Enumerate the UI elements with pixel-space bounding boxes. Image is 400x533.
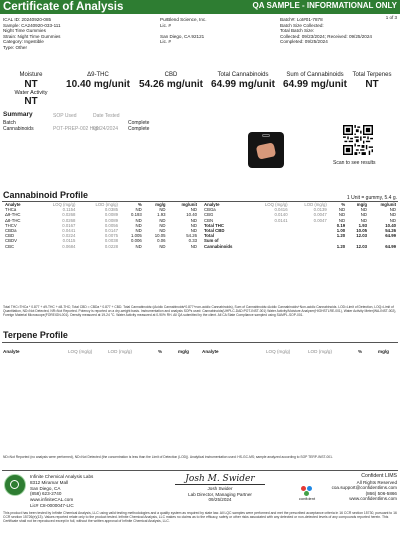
category: Category: Ingestible (3, 39, 44, 45)
table-cell: ND (190, 243, 197, 249)
table-cell: 10.05 (356, 228, 368, 234)
table-cell: ND (159, 243, 166, 249)
table-cell: 64.99 (385, 233, 396, 239)
ical-id: ICAL ID: 20240920-085 (3, 17, 52, 22)
client-license: Lic. # (160, 22, 171, 28)
table-cell: ND (135, 207, 142, 213)
qr-code-icon[interactable] (343, 125, 373, 155)
signature-block (160, 474, 280, 503)
lab-city: San Diego, CA (30, 485, 61, 491)
client-license-2: Lic. # (160, 39, 171, 45)
table-cell: CBN (204, 217, 214, 223)
table-cell: 64.99 (385, 243, 396, 249)
lab-website[interactable]: www.infiniteCAL.com (30, 497, 74, 503)
batch-info (280, 17, 372, 45)
table-cell: 0.0224 (62, 233, 76, 239)
signer-name: Josh Swider (207, 486, 233, 491)
table-cell: ND (190, 207, 197, 213)
table-cell: 1.20 (336, 243, 346, 249)
confident-logo-icon: confident (296, 486, 318, 501)
table-cell: 0.0441 (62, 228, 76, 234)
table-cell: 0.0038 (104, 238, 118, 244)
table-cell: 0.0075 (104, 233, 118, 239)
table-cell: 0.0228 (104, 243, 118, 249)
terpene-footnote: ND=Not Reported (no analysis were performed), ND=Not Detected (the concentration is less than the Limit of Detection (LOD)). Analytical instrumentation used: HS-GC-MS; sample analyzed according to SOP TERP-INST-001. (3, 455, 333, 459)
table-cell: 0.0115 (62, 238, 76, 244)
metric-moisture: Moisture NT Water Activity NT (14, 72, 48, 107)
table-cell: 0.0139 (313, 207, 327, 213)
confident-phone: (866) 506-5866 (365, 490, 397, 496)
page-number: 1 of 3 (385, 15, 397, 20)
table-cell: ND (159, 217, 166, 223)
qa-label: QA SAMPLE - INFORMATIONAL ONLY (252, 1, 397, 10)
lab-phone: (858) 623-2740 (30, 491, 62, 497)
unit-note: 1 Unit = gummy, 5.4 g. (346, 195, 397, 201)
table-cell: THCa (5, 207, 17, 213)
table-cell: 10.40 (186, 212, 197, 218)
table-cell: 0.0089 (104, 217, 118, 223)
table-row (202, 244, 398, 249)
metric-total-cannabinoids: Total Cannabinoids 64.99 mg/unit (211, 72, 275, 90)
metric-cbd: CBD 54.26 mg/unit (139, 72, 203, 90)
table-cell: ND (159, 228, 166, 234)
table-cell: ND (389, 212, 396, 218)
table-cell: 0.0047 (313, 217, 327, 223)
table-cell: ND (190, 228, 197, 234)
table-cell: 0.19 (336, 222, 346, 228)
table-cell: 0.06 (157, 238, 166, 244)
lab-seal-icon (4, 474, 26, 496)
terpene-profile-title: Terpene Profile (3, 330, 68, 340)
disclaimer: This product has been tested by Infinite Chemical Analysis, LLC using valid testing methodologies and a quality system as required by state law. All LQC samples were performed and met the prescribed acceptance criteria in 16 CCR section 15730, pursuant to 16 CCR section 15726(e)(13). Values reported relate only to the product tested. Infinite Chemical Analysis, LLC makes no claims as to the efficacy, safety or other risks associated with any detected or non-detected levels of any compounds reported herein. This Certificate shall not be reproduced except in full, without the written approval of Infinite Chemical Analysis, LLC. (3, 511, 397, 524)
table-cell: CBDV (5, 238, 17, 244)
table-cell: CBGa (204, 207, 216, 213)
table-cell: CBC (5, 243, 15, 249)
table-cell: ND (190, 217, 197, 223)
table-cell: 0.0089 (104, 212, 118, 218)
table-header: Analyte LOQ (mg/g) LOD (mg/g) % mg/g mg/unit (5, 202, 197, 207)
table-cell: 54.26 (385, 228, 396, 234)
confident-website[interactable]: www.confidentlims.com (349, 496, 397, 502)
table-cell: ND (135, 228, 142, 234)
table-cell: 0.0268 (62, 212, 76, 218)
table-header: Analyte LOQ (mg/g) LOD (mg/g) % mg/g mg/unit (204, 202, 396, 207)
table-cell: 0.0047 (313, 212, 327, 218)
key-metrics (0, 72, 400, 116)
header-bar (0, 0, 400, 14)
strain: Strain: Night Time Gummies (3, 33, 61, 39)
table-cell: Sum of (204, 238, 219, 244)
summary-cannabinoids-status: Complete (128, 126, 150, 132)
table-cell (290, 244, 329, 249)
sample-id: Sample: CA240920-033-111 (3, 22, 61, 28)
table-cell: ND (135, 217, 142, 223)
lab-info (30, 474, 93, 509)
metric-d9-thc: Δ9-THC 10.40 mg/unit (66, 72, 130, 90)
table-cell: 0.0056 (104, 222, 118, 228)
summary-section (3, 113, 243, 132)
table-cell: 1.20 (336, 233, 346, 239)
divider (2, 342, 398, 343)
table-cell: ND (159, 207, 166, 213)
lab-address: 8312 Miramar Mall (30, 479, 69, 485)
divider (2, 470, 398, 471)
table-cell: ND (190, 222, 197, 228)
table-cell: 0.193 (131, 212, 142, 218)
confident-name: Confident LIMS (361, 473, 397, 479)
metric-sum-cannabinoids: Sum of Cannabinoids 64.99 mg/unit (283, 72, 347, 90)
table-cell: Total THC (204, 222, 224, 228)
lab-license: Lic# C8-0000047-LIC (30, 502, 74, 508)
confident-rights: All Rights Reserved (356, 479, 397, 485)
collected-date: Collected: 09/23/2024; Received: 09/25/2024 (280, 33, 372, 39)
summary-col-sop: SOP Used (53, 113, 77, 119)
confident-email[interactable]: coa.support@confidentlims.com (331, 485, 397, 491)
table-cell: 10.05 (154, 233, 166, 239)
table-cell: ND (389, 217, 396, 223)
client-city: San Diego, CA 92121 (160, 33, 205, 39)
table-cell: 0.0385 (104, 207, 118, 213)
table-cell: 0.0268 (62, 217, 76, 223)
table-cell: 10.40 (385, 222, 396, 228)
table-cell: 54.26 (186, 233, 197, 239)
confident-lims-info (332, 474, 397, 502)
table-cell: 0.0147 (104, 228, 118, 234)
table-cell: 12.03 (356, 233, 368, 239)
summary-cannabinoids-date: 09/24/2024 (93, 126, 119, 132)
table-cell: 1.93 (157, 212, 166, 218)
table-cell: THCV (5, 222, 17, 228)
batch-number: Batch#: Lot#01-7878 (280, 17, 323, 22)
signer-title: Lab Director, Managing Partner (188, 491, 252, 497)
table-cell: 0.006 (131, 238, 142, 244)
table-cell: Cannabinoids (204, 243, 233, 249)
table-row (3, 244, 199, 249)
completed-date: Completed: 09/25/2024 (280, 39, 328, 45)
type: Type: Other (3, 44, 28, 50)
table-cell: 0.0141 (274, 217, 288, 223)
summary-batch-label: Batch (3, 120, 16, 126)
table-cell: Δ9-THC (5, 212, 21, 218)
summary-col-date: Date Tested (93, 113, 120, 119)
metric-total-terpenes: Total Terpenes NT (352, 72, 392, 90)
table-cell: ND (338, 207, 346, 213)
total-batch-size: Total Batch Size: (280, 28, 315, 34)
batch-size-collected: Batch Size Collected: (280, 22, 324, 28)
table-cell: ND (135, 243, 142, 249)
document-title: Certificate of Analysis (3, 1, 124, 13)
gummy-image (256, 142, 277, 159)
table-cell: ND (338, 217, 346, 223)
table-cell: 0.33 (188, 238, 197, 244)
product-photo (248, 132, 284, 168)
table-cell (250, 244, 290, 249)
qr-label: Scan to see results (333, 160, 376, 166)
table-cell: 0.0167 (62, 222, 76, 228)
cannabinoid-footnote: Total THC=THCa * 0.877 + d9-THC + d8-THC; Total CBD = CBDa * 0.877 + CBD. Total Cannabinoids=(Acidic Cannabinoids*0.877+non-acidic Cannabinoids), Sum of Cannabinoids=Acidic Cannabinoids+Non-acidic Cannabinoids. LOD=Limit of Detection, LOQ=Limit of Quantitation, ND=Not Detected, NR=Not Reported. Potency is reported on a dry-weight basis. Instrumentation and analysis SOPs used: Cannabinoids(UHPLC-DAD:POT-INST-001) Water Activity/Moisture Analyzer(HIGHSTLRE-001), Water Activity Meter(WA-INST-002), Foreign Material Microscope(FOREIGN-001). Density measured at 19-24 °C. Water Activity measured at 0-90% RH. All QA submitted by the client. All CA State Compliance sampled using SAMPL-SOP-001. (3, 305, 397, 318)
table-cell: CBD (5, 233, 15, 239)
table-cell: ND (360, 207, 368, 213)
product-name: Night Time Gummies (3, 28, 46, 34)
client-info (160, 17, 206, 45)
table-cell: 1.93 (358, 222, 368, 228)
table-cell: 0.1154 (62, 207, 76, 213)
cannabinoid-table-left (3, 202, 199, 249)
table-cell: Total CBD (204, 228, 225, 234)
table-cell: ND (135, 222, 142, 228)
client-company: PurBlend Science, Inc. (160, 17, 207, 22)
table-cell: ND (360, 212, 368, 218)
table-cell: Δ8-THC (5, 217, 21, 223)
table-cell: 1.00 (336, 228, 346, 234)
sample-info (3, 17, 61, 51)
signer-date: 09/25/2024 (208, 497, 232, 503)
table-cell: 0.0140 (274, 212, 288, 218)
lab-name: Infinite Chemical Analysis Labs (30, 474, 94, 479)
table-cell: 1.005 (131, 233, 142, 239)
cannabinoid-table-right (202, 202, 398, 249)
table-cell: ND (338, 212, 346, 218)
table-cell: CBDa (5, 228, 17, 234)
table-cell: 0.0684 (62, 243, 76, 249)
summary-cannabinoids-sop: POT-PREP-002 High (53, 126, 100, 132)
table-cell: CBG (204, 212, 214, 218)
summary-batch-status: Complete (128, 120, 150, 126)
summary-cannabinoids-label: Cannabinoids (3, 126, 34, 132)
table-cell: 12.03 (356, 243, 368, 249)
table-cell: Total (204, 233, 214, 239)
table-cell: ND (159, 222, 166, 228)
table-cell: ND (389, 207, 396, 213)
signature: Josh M. Swider (185, 474, 255, 484)
table-cell: 0.0416 (274, 207, 288, 213)
cannabinoid-profile-title: Cannabinoid Profile (3, 190, 89, 200)
summary-title: Summary (3, 111, 33, 118)
table-cell: ND (360, 217, 368, 223)
